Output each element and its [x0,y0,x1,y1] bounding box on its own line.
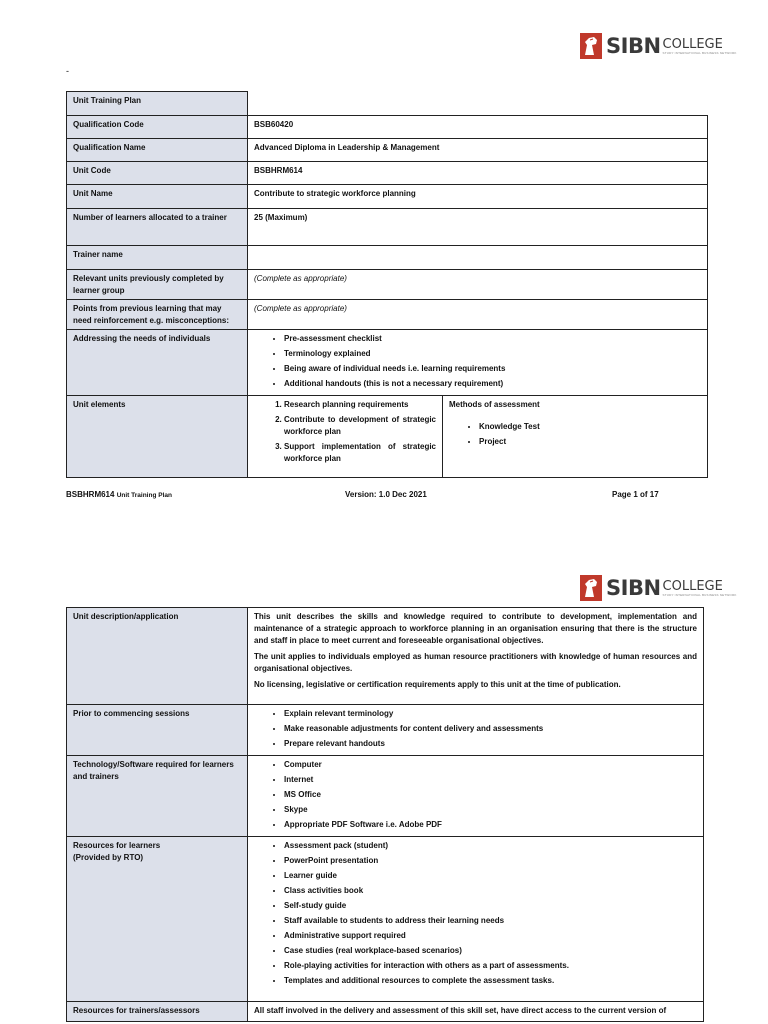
list-item: • Administrative support required [284,930,697,942]
resources-learners-title: Resources for learners [73,841,161,850]
list-item: • Terminology explained [284,348,701,360]
technology-value [248,756,704,837]
unit-elements-value [248,396,443,478]
qualification-code-label: Qualification Code [67,116,248,139]
unit-elements-list [254,399,436,465]
stray-dash: - [66,66,69,76]
sibn-college-logo [580,32,737,60]
previous-learning-value: (Complete as appropriate) [248,300,708,330]
unit-description-label: Unit description/application [67,608,248,705]
unit-description-value [248,608,704,705]
learners-label: Number of learners allocated to a trainer [67,209,248,246]
footer-version: Version: 1.0 Dec 2021 [345,490,427,499]
relevant-units-label: Relevant units previously completed by learner group [67,270,248,300]
list-item: • Staff available to students to address their learning needs [284,915,697,927]
logo-college: COLLEGE [662,578,723,594]
unit-description-para-2: The unit applies to individuals employed as human resource practitioners with knowledge of human resources and organisational objectives. [254,652,697,673]
resources-learners-list [254,840,697,987]
methods-heading: Methods of assessment [449,400,540,409]
footer-unit-code: BSBHRM614 [66,490,115,499]
resources-learners-value [248,837,704,1002]
relevant-units-value: (Complete as appropriate) [248,270,708,300]
list-item: • MS Office [284,789,697,801]
qualification-code-value: BSB60420 [248,116,708,139]
blank-cell [248,92,708,116]
unit-training-plan-table [66,91,708,478]
list-item: • Computer [284,759,697,771]
methods-list [449,421,701,448]
list-item: 2. Contribute to development of strategic workforce plan [284,414,436,438]
list-item: • Additional handouts (this is not a necessary requirement) [284,378,701,390]
unit-code-value: BSBHRM614 [248,162,708,185]
previous-learning-label: Points from previous learning that may need reinforcement e.g. misconceptions: [67,300,248,330]
horse-logo-icon [580,33,602,59]
list-item: 3. Support implementation of strategic workforce plan [284,441,436,465]
list-item: • Project [479,436,701,448]
list-item: • Skype [284,804,697,816]
logo-college: COLLEGE [662,36,723,52]
list-item: • Make reasonable adjustments for content delivery and assessments [284,723,697,735]
unit-elements-label: Unit elements [67,396,248,478]
individual-needs-value [248,330,708,396]
technology-label: Technology/Software required for learners and trainers [67,756,248,837]
prior-sessions-list [254,708,697,750]
unit-description-para-3: No licensing, legislative or certification requirements apply to this unit at the time of publication. [254,680,621,689]
unit-name-value: Contribute to strategic workforce planning [248,185,708,209]
prior-sessions-label: Prior to commencing sessions [67,705,248,756]
logo-brand: SIBN [606,576,661,600]
list-item: • Internet [284,774,697,786]
technology-list [254,759,697,831]
list-item: • PowerPoint presentation [284,855,697,867]
resources-learners-sub: (Provided by RTO) [73,853,144,862]
individual-needs-label: Addressing the needs of individuals [67,330,248,396]
learners-value: 25 (Maximum) [248,209,708,246]
trainer-name-label: Trainer name [67,246,248,270]
methods-of-assessment [443,396,708,478]
unit-code-label: Unit Code [67,162,248,185]
list-item: • Pre-assessment checklist [284,333,701,345]
logo-tagline: STUDY INTERNATIONAL BUSINESS NETWORK [662,592,737,597]
list-item: • Self-study guide [284,900,697,912]
list-item: • Prepare relevant handouts [284,738,697,750]
list-item: • Templates and additional resources to complete the assessment tasks. [284,975,697,987]
list-item: 1. Research planning requirements [284,399,436,411]
list-item: • Class activities book [284,885,697,897]
qualification-name-value: Advanced Diploma in Leadership & Management [248,139,708,162]
footer-title: Unit Training Plan [116,492,172,499]
footer-page: Page 1 of 17 [612,490,659,499]
utp-heading: Unit Training Plan [67,92,248,116]
sibn-college-logo-2 [580,574,737,602]
unit-name-label: Unit Name [67,185,248,209]
list-item: • Learner guide [284,870,697,882]
footer-code [66,490,172,499]
trainer-name-value [248,246,708,270]
list-item: • Explain relevant terminology [284,708,697,720]
list-item: • Appropriate PDF Software i.e. Adobe PDF [284,819,697,831]
list-item: • Case studies (real workplace-based scenarios) [284,945,697,957]
logo-tagline: STUDY INTERNATIONAL BUSINESS NETWORK [662,50,737,55]
resources-trainers-value: All staff involved in the delivery and assessment of this skill set, have direct access to the current version of [248,1002,704,1022]
qualification-name-label: Qualification Name [67,139,248,162]
list-item: • Being aware of individual needs i.e. learning requirements [284,363,701,375]
logo-brand: SIBN [606,34,661,58]
list-item: • Role-playing activities for interaction with others as a part of assessments. [284,960,697,972]
horse-logo-icon [580,575,602,601]
resources-learners-label [67,837,248,1002]
unit-description-para-1: This unit describes the skills and knowledge required to contribute to development, implementation and maintenance of a strategic approach to workforce planning in an organisation ensuring that there is the structure and staff in place to meet current and foreseeable organisational objectives. [254,612,697,645]
list-item: • Knowledge Test [479,421,701,433]
resources-trainers-label: Resources for trainers/assessors [67,1002,248,1022]
list-item: • Assessment pack (student) [284,840,697,852]
individual-needs-list [254,333,701,390]
unit-details-table [66,607,704,1022]
prior-sessions-value [248,705,704,756]
